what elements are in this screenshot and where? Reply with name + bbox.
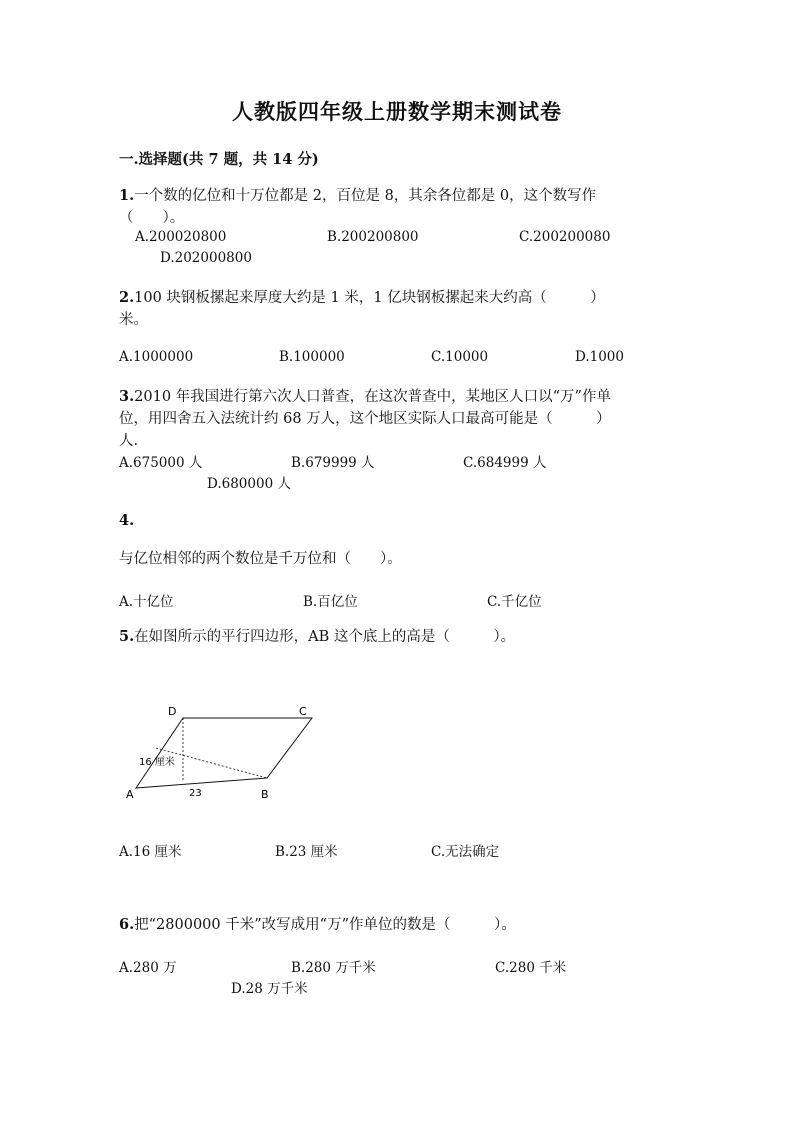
question-3-line-2: 位，用四舍五入法统计约 68 万人，这个地区实际人口最高可能是（ ）: [119, 411, 611, 427]
label-d: D: [168, 705, 177, 718]
label-c: C: [299, 705, 307, 718]
question-3: [119, 386, 611, 452]
q6-option-c: C.280 千米: [495, 960, 567, 976]
question-6: [119, 914, 516, 936]
question-4-number: 4.: [119, 512, 135, 529]
q1-option-c: C.200200080: [519, 229, 611, 245]
parallelogram-figure: [126, 700, 326, 804]
q2-option-c: C.10000: [431, 349, 489, 365]
q5-option-a: A.16 厘米: [119, 844, 182, 860]
question-1: [119, 185, 596, 229]
question-2: [119, 287, 605, 331]
q1-option-a: A.200020800: [135, 229, 227, 245]
q2-option-b: B.100000: [279, 349, 345, 365]
label-b: B: [261, 788, 269, 801]
section-heading: 一.选择题(共 7 题，共 14 分): [119, 151, 319, 168]
question-2-line-1: 100 块钢板摞起来厚度大约是 1 米，1 亿块钢板摞起来大约高（ ）: [134, 290, 605, 306]
q5-option-b: B.23 厘米: [275, 844, 338, 860]
q3-option-d: D.680000 人: [207, 476, 291, 492]
q4-option-b: B.百亿位: [303, 594, 358, 610]
label-a: A: [126, 788, 134, 801]
question-3-line-1: 2010 年我国进行第六次人口普查，在这次普查中，某地区人口以“万”作单: [134, 389, 611, 405]
label-side-length: 16 厘米: [139, 757, 175, 768]
question-1-line-1: 一个数的亿位和十万位都是 2，百位是 8，其余各位都是 0，这个数写作: [134, 188, 597, 204]
q3-option-c: C.684999 人: [463, 455, 547, 471]
q6-option-d: D.28 万千米: [231, 981, 308, 997]
question-3-line-3: 人.: [119, 433, 139, 449]
q4-option-c: C.千亿位: [487, 594, 542, 610]
question-1-number: 1.: [119, 187, 135, 204]
q2-option-d: D.1000: [575, 349, 624, 365]
page-title: 人教版四年级上册数学期末测试卷: [232, 99, 562, 124]
q1-option-b: B.200200800: [327, 229, 419, 245]
question-2-number: 2.: [119, 289, 135, 306]
question-4-line-1: 与亿位相邻的两个数位是千万位和（ ）。: [119, 551, 402, 567]
question-6-line-1: 把“2800000 千米”改写成用“万”作单位的数是（ ）。: [134, 917, 516, 933]
question-1-line-2: （ ）。: [119, 210, 185, 226]
q6-option-b: B.280 万千米: [291, 960, 376, 976]
question-3-number: 3.: [119, 388, 135, 405]
question-5-number: 5.: [119, 628, 135, 645]
question-5-line-1: 在如图所示的平行四边形，AB 这个底上的高是（ ）。: [134, 629, 516, 645]
q4-option-a: A.十亿位: [119, 594, 174, 610]
question-6-number: 6.: [119, 916, 135, 933]
question-2-line-2: 米。: [119, 312, 148, 328]
q1-option-d: D.202000800: [160, 250, 252, 266]
q6-option-a: A.280 万: [119, 960, 177, 976]
label-base-length: 23: [189, 788, 202, 799]
q3-option-b: B.679999 人: [291, 455, 375, 471]
q3-option-a: A.675000 人: [119, 455, 203, 471]
parallelogram-outline: [136, 718, 312, 788]
question-5: [119, 626, 515, 648]
q2-option-a: A.1000000: [119, 349, 194, 365]
q5-option-c: C.无法确定: [431, 844, 500, 860]
